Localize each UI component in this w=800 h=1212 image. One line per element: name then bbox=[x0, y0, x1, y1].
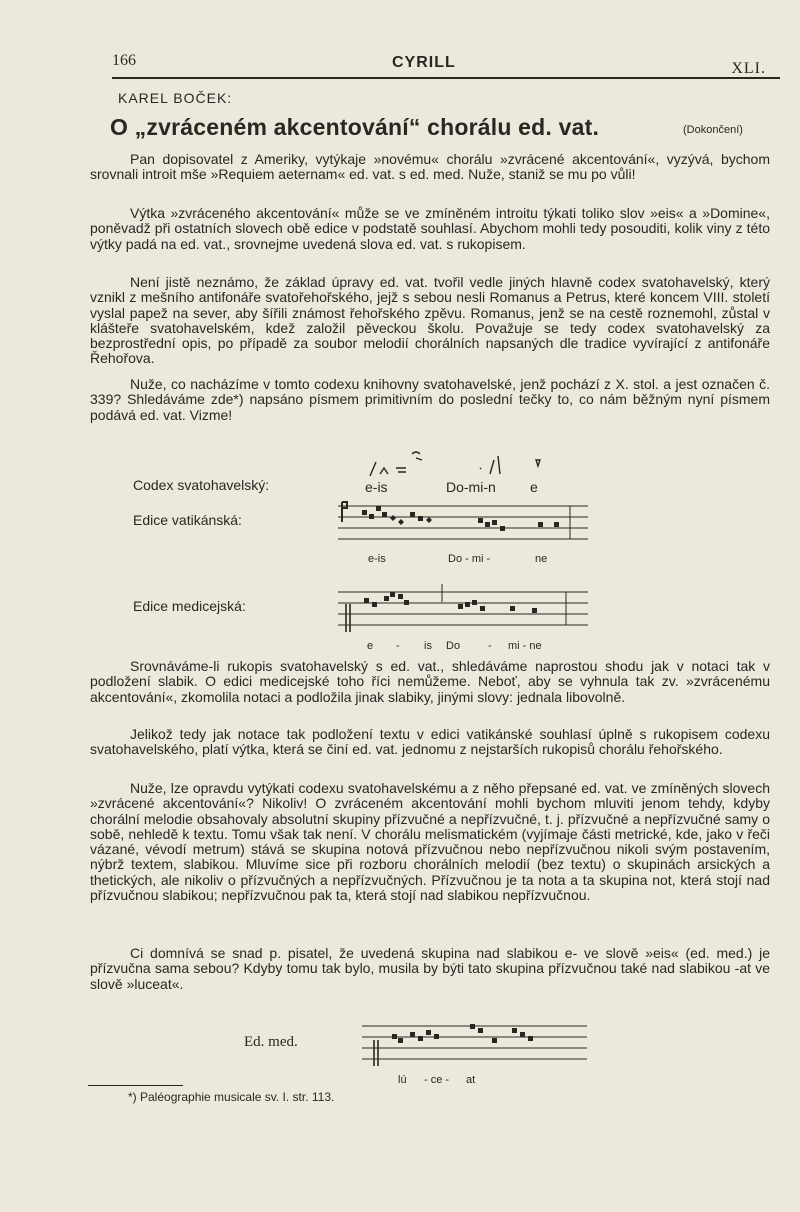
medicean-syllable: e bbox=[367, 640, 374, 652]
paragraph: Nuže, co nacházíme v tomto codexu knihovny svatohavelské, jenž pochází z X. stol. a jest označen č. 339? Shledáváme zde*) napsáno písmem primitivním do poslední tečky to, co nám běžným nyní písmem podává ed. vat. Vizme! bbox=[90, 376, 770, 423]
paragraph: Pan dopisovatel z Ameriky, vytýkaje »novému« chorálu »zvrácené akcentování«, vyzývá, bychom srovnali introit mše »Requiem aeternam« ed. vat. s ed. med. Nuže, staniž se mu po vůli! bbox=[90, 151, 770, 183]
codex-syllable: e-is bbox=[365, 479, 388, 495]
footnote-rule bbox=[88, 1085, 183, 1086]
paragraph: Výtka »zvráceného akcentování« může se ve zmíněném introitu týkati toliko slov »eis« a »Domine«, poněvadž při ostatních slovech obě edice v podstatě souhlasí. Abychom mohli tedy posouditi, kolik viny z této výtky padá na ed. vat., srovnejme uvedená slova ed. vat. s rukopisem. bbox=[90, 205, 770, 252]
luceat-syllable: - ce - bbox=[424, 1074, 450, 1086]
paragraph: Není jistě neznámo, že základ úpravy ed. vat. tvořil vedle jiných hlavně codex svatohavelský, který vznikl z mešního antifonáře svatořehořského, jejž s sebou nesli Romanus a Petrus, které koncem VIII. století vyslal papež na sever, aby šířili známost řehořského zpěvu. Romanus, jenž se na cestě roznemohl, zůstal v klášteře svatohavelském, kdež založil pěveckou školu. Považuje se tedy codex svatohavelský za bezprostřední opis, po případě za soubor melodií chorálních napsaných dle tradice vyvírající z antifonáře Řehořova. bbox=[90, 274, 770, 367]
luceat-staff bbox=[362, 1016, 587, 1068]
medicean-syllable: mi - ne bbox=[508, 640, 542, 652]
codex-label: Codex svatohavelský: bbox=[133, 477, 270, 493]
medicean-staff bbox=[338, 584, 588, 634]
header-rule bbox=[112, 77, 780, 79]
medicean-syllable: - bbox=[488, 640, 492, 652]
vatican-staff bbox=[338, 500, 588, 546]
ed-med-label: Ed. med. bbox=[244, 1034, 298, 1050]
medicean-syllable: - bbox=[396, 640, 400, 652]
vatican-syllable: e-is bbox=[368, 553, 386, 565]
article-title: O „zvráceném akcentování“ chorálu ed. vat. bbox=[110, 114, 600, 140]
continuation-note: (Dokončení) bbox=[683, 124, 743, 136]
codex-syllable: e bbox=[530, 479, 538, 495]
vatican-syllable: ne bbox=[535, 553, 548, 565]
medicean-syllable: is bbox=[424, 640, 432, 652]
journal-title: CYRILL bbox=[392, 54, 456, 71]
page-number: 166 bbox=[112, 52, 136, 69]
codex-neumes bbox=[360, 448, 560, 478]
article-author: KAREL BOČEK: bbox=[118, 90, 233, 106]
luceat-syllable: lú bbox=[398, 1074, 407, 1086]
page-header bbox=[112, 52, 780, 78]
paragraph: Srovnáváme-li rukopis svatohavelský s ed. vat., shledáváme naprostou shodu jak v notaci tak v podložení slabik. O edici medicejské toho říci nemůžeme. Neboť, aby se vyhnula tak zv. »zvrácenému akcentování«, zkomolila notaci a podložila jinak slabiky, jinými slovy: jednala libovolně. bbox=[90, 658, 770, 705]
medicean-label: Edice medicejská: bbox=[133, 598, 246, 614]
luceat-syllable: at bbox=[466, 1074, 476, 1086]
footnote: *) Paléographie musicale sv. I. str. 113. bbox=[128, 1090, 335, 1104]
volume-number: XLI. bbox=[731, 60, 766, 77]
paragraph: Nuže, lze opravdu vytýkati codexu svatohavelskému a z něho přepsané ed. vat. ve zmíněných slovech »zvrácené akcentování«? Nikoliv! O zvráceném akcentování mohli bychom mluviti jenom tehdy, kdyby chorální melodie obsahovaly absolutní skupiny přízvučné a nepřízvučné, t. j. přízvučné a nepřízvučné samy o sobě, nehledě k textu. Tomu však tak není. V chorálu melismatickém (vyjímaje části metrické, kde, jako v řeči vázané, vévodí metrum) stává se skupina notová přízvučnou nebo nepřízvučnou nikoli svým postavením, nýbrž textem, slabikou. Mluvíme sice při rozboru chorálních melodií (bez textu) o skupinách arsických a thetických, ale nikoliv o přízvučných a nepřízvučných. Přízvučnou je ta nota a ta skupina not, která stojí nad přízvučnou slabikou; nepřízvučnou pak ta, která stojí nad slabikou nepřízvučnou. bbox=[90, 780, 770, 904]
vatican-syllable: Do - mi - bbox=[448, 553, 491, 565]
codex-syllable: Do-mi-n bbox=[446, 479, 496, 495]
vatican-label: Edice vatikánská: bbox=[133, 512, 242, 528]
paragraph: Jelikož tedy jak notace tak podložení textu v edici vatikánské souhlasí úplně s rukopisem codexu svatohavelského, platí výtka, která se činí ed. vat. jednomu z nejstarších rukopisů chorálu řehořského. bbox=[90, 726, 770, 758]
paragraph: Ci domnívá se snad p. pisatel, že uvedená skupina nad slabikou e- ve slově »eis« (ed. med.) je přízvučna sama sebou? Kdyby tomu tak bylo, musila by býti tato skupina přízvučnou také nad slabikou -at ve slově »luceat«. bbox=[90, 945, 770, 992]
medicean-syllable: Do bbox=[446, 640, 461, 652]
